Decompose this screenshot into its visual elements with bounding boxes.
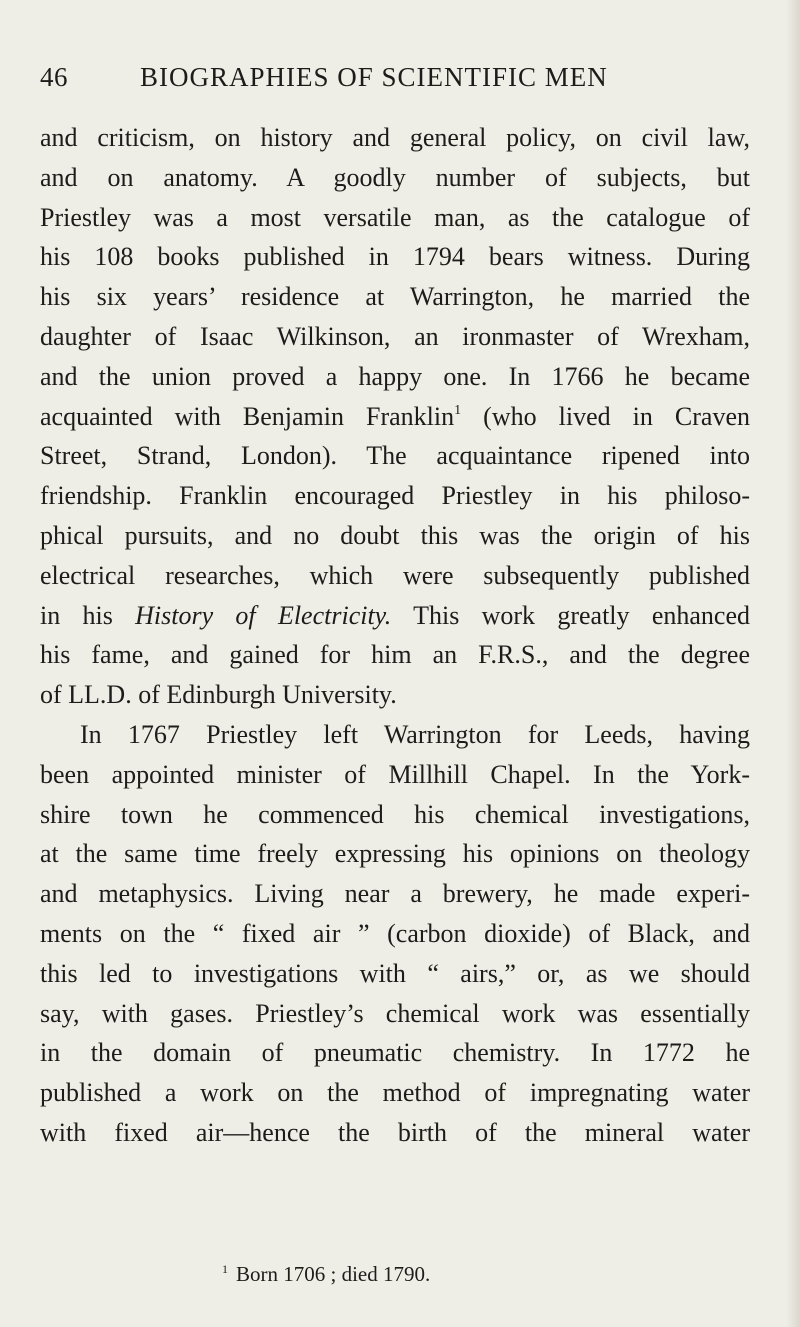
text-line: in the domain of pneumatic chemistry. In 1772 he: [40, 1038, 750, 1068]
text-line: ments on the “ fixed air ” (carbon dioxide) of Black, and: [40, 918, 750, 948]
text-line: Priestley was a most versatile man, as the catalogue of: [40, 202, 750, 232]
running-head: BIOGRAPHIES OF SCIENTIFIC MEN: [140, 62, 608, 92]
footnote: [222, 1262, 430, 1287]
text-line: and the union proved a happy one. In 1766 he became: [40, 361, 750, 391]
text-line: friendship. Franklin encouraged Priestley in his philoso-: [40, 481, 750, 511]
text-line: shire town he commenced his chemical investigations,: [40, 799, 750, 829]
footnote-text: Born 1706 ; died 1790.: [236, 1262, 431, 1286]
text-line-indented: In 1767 Priestley left Warrington for Leeds, having: [80, 719, 750, 749]
text-line: this led to investigations with “ airs,” or, as we should: [40, 958, 750, 988]
text-line: and metaphysics. Living near a brewery, he made experi-: [40, 879, 750, 909]
book-title: History of Electricity.: [135, 600, 392, 630]
text-segment: acquainted with Benjamin Franklin: [40, 401, 455, 431]
body-text: [40, 118, 750, 1153]
page-edge-shadow: [786, 0, 800, 1327]
text-line-with-italic-title: [40, 596, 750, 636]
text-line: say, with gases. Priestley’s chemical work was essentially: [40, 998, 750, 1028]
text-line: and on anatomy. A goodly number of subjects, but: [40, 162, 750, 192]
page-header: [40, 62, 740, 102]
text-line: been appointed minister of Millhill Chapel. In the York-: [40, 759, 750, 789]
text-line: with fixed air—hence the birth of the mineral water: [40, 1117, 750, 1147]
text-line-last: of LL.D. of Edinburgh University.: [40, 680, 397, 710]
footnote-marker: 1: [222, 1262, 228, 1276]
text-segment: This work greatly enhanced: [391, 600, 750, 630]
text-line: phical pursuits, and no doubt this was the origin of his: [40, 520, 750, 550]
footnote-reference: 1: [454, 402, 462, 418]
text-segment: (who lived in Craven: [461, 401, 751, 431]
text-line: his six years’ residence at Warrington, he married the: [40, 282, 750, 312]
page-number: 46: [40, 62, 68, 92]
text-line: at the same time freely expressing his opinions on theology: [40, 839, 750, 869]
text-line: and criticism, on history and general policy, on civil law,: [40, 123, 750, 152]
text-line: his 108 books published in 1794 bears witness. During: [40, 242, 750, 272]
text-line: Street, Strand, London). The acquaintance ripened into: [40, 441, 750, 471]
text-line-with-footnote: [40, 397, 750, 437]
text-line: his fame, and gained for him an F.R.S., and the degree: [40, 640, 750, 670]
text-line: electrical researches, which were subsequently published: [40, 560, 750, 590]
text-segment: in his: [40, 600, 136, 630]
text-line: published a work on the method of impregnating water: [40, 1078, 750, 1108]
text-line: daughter of Isaac Wilkinson, an ironmaster of Wrexham,: [40, 321, 750, 351]
